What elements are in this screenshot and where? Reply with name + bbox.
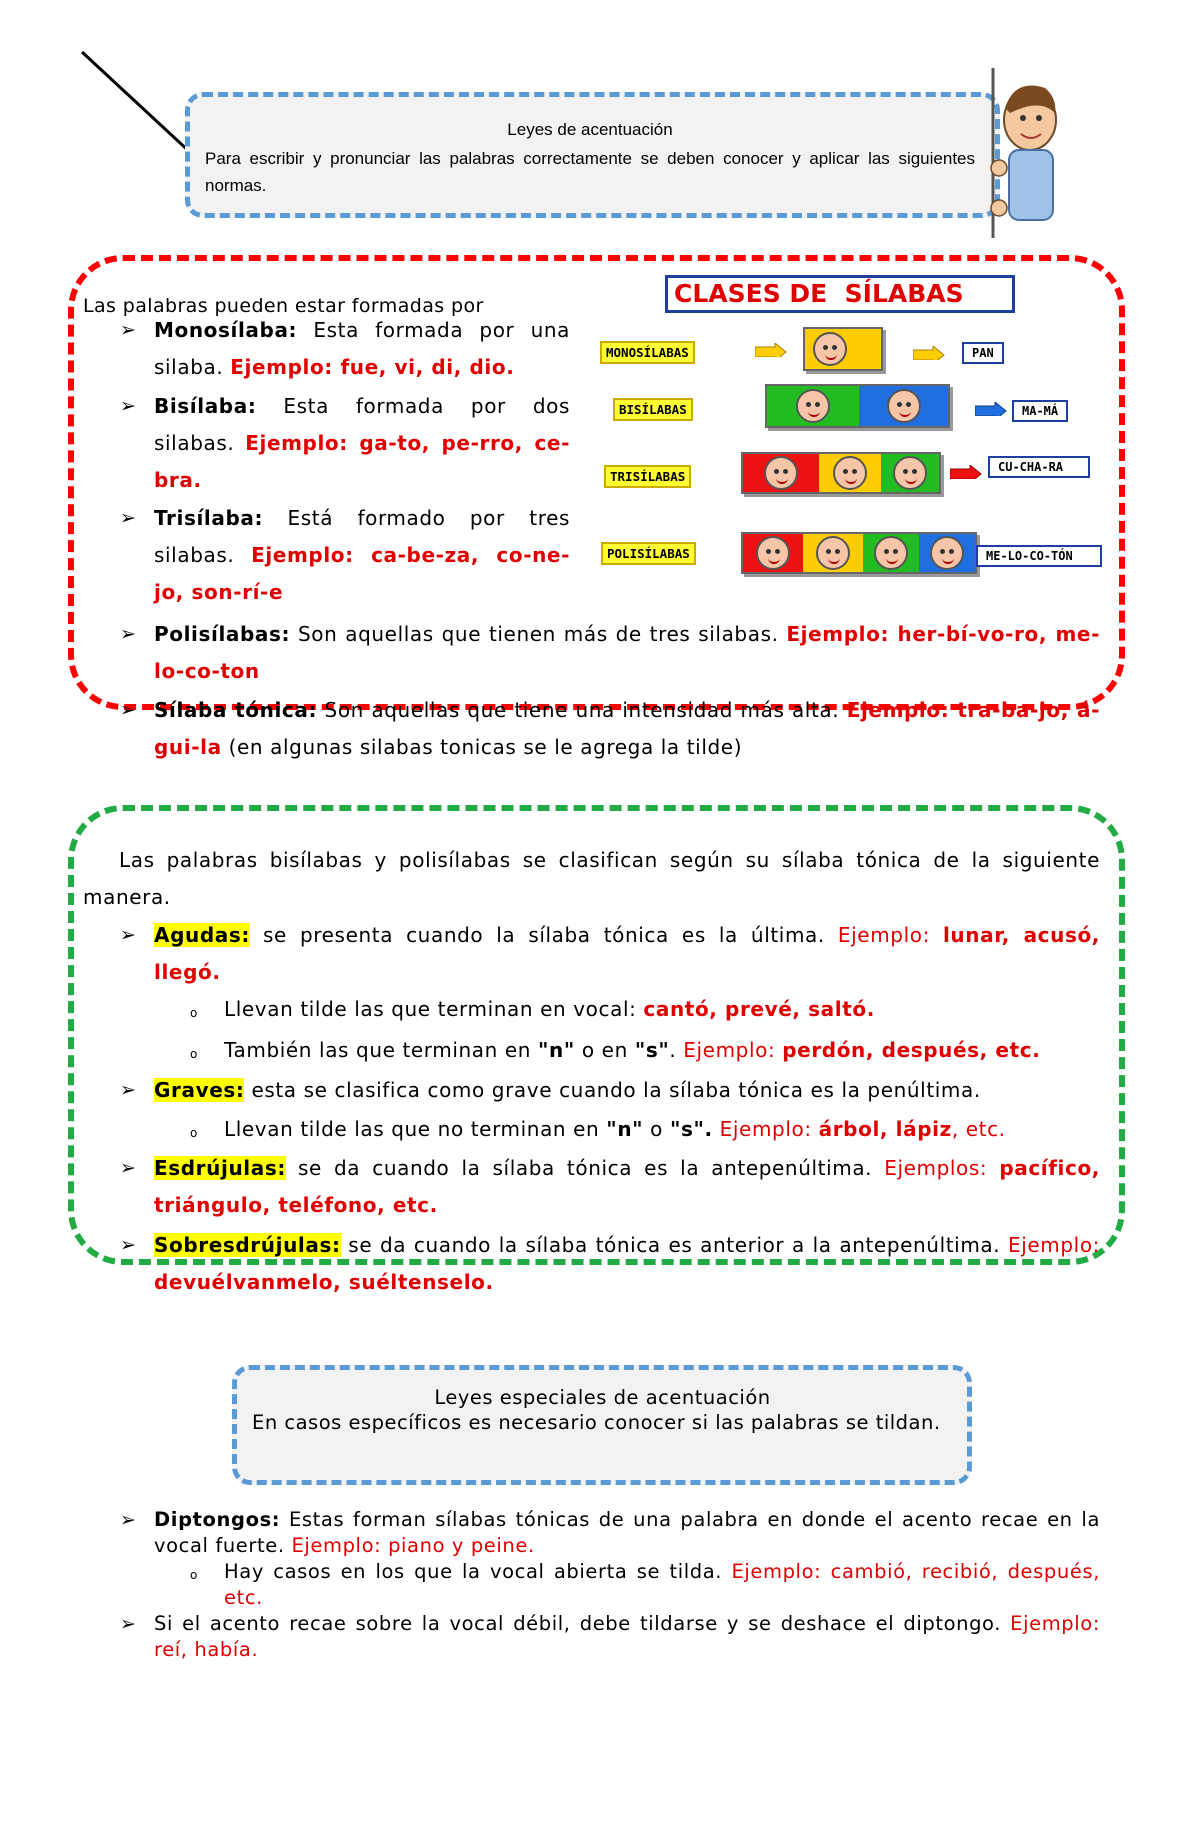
diagram-result-poli: ME-LO-CO-TÓN [976,545,1102,567]
graves-sub: o Llevan tilde las que no terminan en "n" o "s". Ejemplo: árbol, lápiz, etc. [190,1114,1090,1144]
special-text: En casos específicos es necesario conocer si las palabras se tildan. [252,1411,941,1434]
tri-strip [741,452,941,494]
diagram-label-bi: BISÍLABAS [613,398,693,421]
diagram-result-mono: PAN [962,342,1004,364]
arrow-bullet-icon: ➢ [120,924,137,946]
yellow-arrow-icon [755,343,787,357]
esdrujulas-item: ➢ Esdrújulas: se da cuando la sílaba tónica es la antepenúltima. Ejemplos: pacífico, triángulo, teléfono, etc. [120,1150,1100,1224]
diptongos-item: ➢ Diptongos: Estas forman sílabas tónicas de una palabra en donde el acento recae en la vocal fuerte. Ejemplo: piano y peine. [120,1508,1100,1557]
syllables-intro: Las palabras pueden estar formadas por [83,295,484,317]
arrow-bullet-icon: ➢ [120,1234,137,1256]
arrow-bullet-icon: ➢ [120,1613,137,1635]
bi-item: ➢ Bisílaba: Esta formada por dos silabas. Ejemplo: ga-to, pe-rro, ce-bra. [120,388,570,499]
face-icon [816,536,850,570]
diagram-label-poli: POLISÍLABAS [601,542,696,565]
face-icon [813,332,847,366]
poli-strip [741,532,977,574]
circle-bullet-icon: o [190,1568,198,1582]
diptongos-weak: ➢ Si el acento recae sobre la vocal débil, debe tildarse y se deshace el diptongo. Ejemplo: reí, había. [120,1612,1100,1661]
face-icon [887,389,921,423]
graves-item: ➢ Graves: esta se clasifica como grave cuando la sílaba tónica es la penúltima. [120,1072,1100,1109]
blue-arrow-icon [975,402,1007,416]
cartoon-boy-image [985,68,1065,238]
arrow-bullet-icon: ➢ [120,623,137,645]
circle-bullet-icon: o [190,1126,198,1140]
header-text: Para escribir y pronunciar las palabras correctamente se deben conocer y aplicar las siguientes normas. [205,149,975,195]
arrow-bullet-icon: ➢ [120,1157,137,1179]
arrow-bullet-icon: ➢ [120,507,137,529]
circle-bullet-icon: o [190,1047,198,1061]
diagram-title: CLASES DE SÍLABAS [665,275,1015,313]
arrow-bullet-icon: ➢ [120,319,137,341]
face-icon [796,389,830,423]
agudas-item: ➢ Agudas: se presenta cuando la sílaba tónica es la última. Ejemplo: lunar, acusó, llegó. [120,917,1100,991]
bi-strip [765,384,950,428]
poli-item: ➢ Polisílabas: Son aquellas que tienen más de tres silabas. Ejemplo: her-bí-vo-ro, me-lo-co-ton [120,616,1100,690]
arrow-bullet-icon: ➢ [120,1509,137,1531]
face-icon [893,456,927,490]
special-title: Leyes especiales de acentuación [434,1386,771,1409]
face-icon [764,456,798,490]
mono-strip [803,327,883,371]
diagram-label-mono: MONOSÍLABAS [600,341,695,364]
pointer-line [80,50,200,160]
diptongos-sub: o Hay casos en los que la vocal abierta se tilda. Ejemplo: cambió, recibió, después, etc. [190,1560,1101,1609]
diagram-label-tri: TRISÍLABAS [604,465,691,488]
circle-bullet-icon: o [190,1006,198,1020]
mono-item: ➢ Monosílaba: Esta formada por una silaba. Ejemplo: fue, vi, di, dio. [120,312,570,386]
diagram-result-tri: CU-CHA-RA [988,456,1090,478]
agudas-sub1: o Llevan tilde las que terminan en vocal: cantó, prevé, saltó. [190,994,1090,1024]
yellow-arrow-icon [913,346,945,360]
arrow-bullet-icon: ➢ [120,1079,137,1101]
face-icon [874,536,908,570]
red-arrow-icon [950,465,982,479]
face-icon [833,456,867,490]
agudas-sub2: o También las que terminan en "n" o en "s". Ejemplo: perdón, después, etc. [190,1035,1090,1065]
face-icon [756,536,790,570]
arrow-bullet-icon: ➢ [120,395,137,417]
tri-item: ➢ Trisílaba: Está formado por tres silabas. Ejemplo: ca-be-za, co-ne-jo, son-rí-e [120,500,570,611]
classification-intro: Las palabras bisílabas y polisílabas se clasifican según su sílaba tónica de la siguiente manera. [83,848,1100,909]
tonica-item: ➢ Sílaba tónica: Son aquellas que tiene una intensidad más alta. Ejemplo: tra-ba-jo, á-gui-la (en algunas silabas tonicas se le agrega la tilde) [120,692,1100,766]
arrow-bullet-icon: ➢ [120,699,137,721]
diagram-result-bi: MA-MÁ [1012,400,1068,422]
sobre-item: ➢ Sobresdrújulas: se da cuando la sílaba tónica es anterior a la antepenúltima. Ejemplo: devuélvanmelo, suéltenselo. [120,1227,1100,1301]
face-icon [930,536,964,570]
header-title: Leyes de acentuación [507,120,673,139]
